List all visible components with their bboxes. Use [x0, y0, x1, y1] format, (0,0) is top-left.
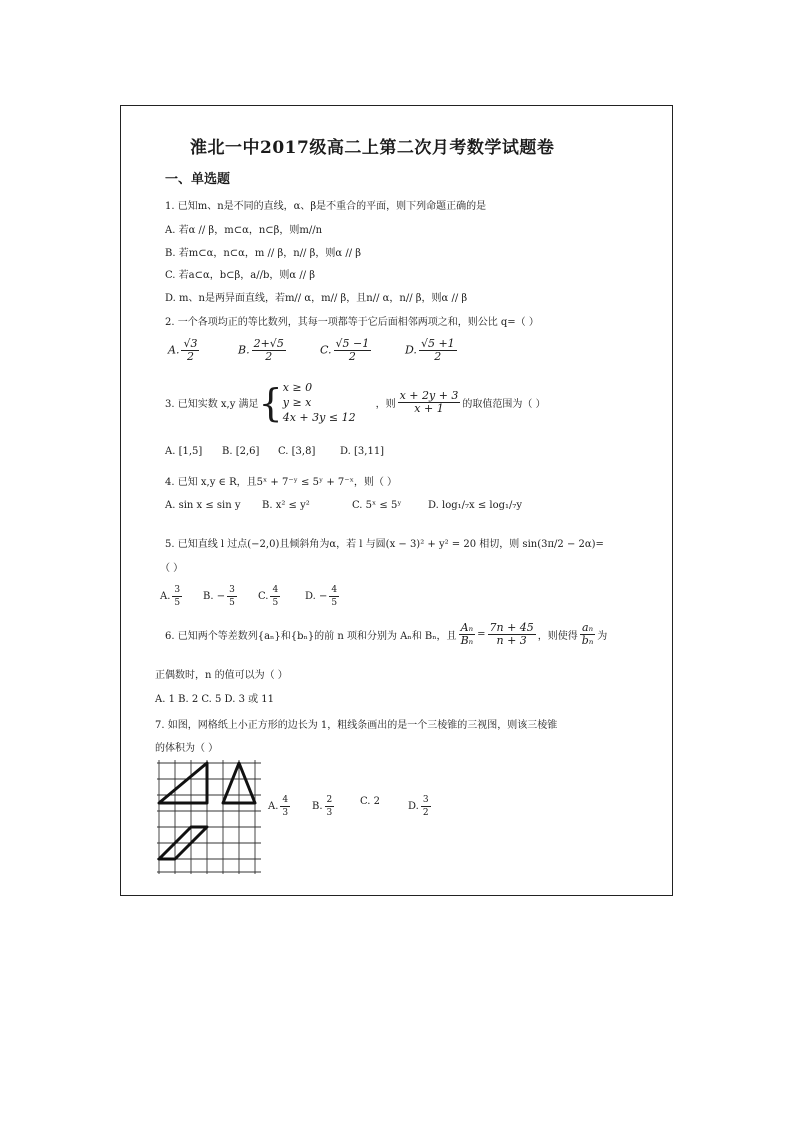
question-7-option-d [408, 794, 433, 819]
question-2-option-a [168, 338, 201, 363]
question-5-option-b [203, 584, 239, 609]
question-5-option-a [160, 584, 184, 609]
numerator: aₙ [582, 621, 594, 634]
question-3-prefix: 3. 已知实数 x,y 满足 [165, 399, 259, 410]
denominator: 2 [265, 350, 273, 363]
numerator: 4 [272, 585, 279, 595]
fraction [227, 584, 237, 609]
denominator: 3 [326, 808, 333, 818]
numerator: √5 +1 [420, 337, 455, 350]
equals-sign: = [477, 629, 486, 640]
fraction [252, 338, 286, 363]
question-4-option-c: C. 5ˣ ≤ 5ʸ [352, 500, 402, 511]
denominator: 5 [174, 598, 181, 608]
question-1-stem: 1. 已知m、n是不同的直线，α、β是不重合的平面，则下列命题正确的是 [165, 201, 487, 212]
denominator: 2 [434, 350, 442, 363]
front-view-triangle [159, 763, 207, 803]
question-4-stem: 4. 已知 x,y ∈ R，且5ˣ + 7⁻ʸ ≤ 5ʸ + 7⁻ˣ，则（ ） [165, 477, 397, 488]
question-4-option-a: A. sin x ≤ sin y [165, 500, 241, 511]
option-label: A. [160, 591, 171, 602]
section-heading: 一、单选题 [165, 172, 231, 187]
numerator: 2 [326, 795, 333, 805]
option-label: C. [258, 591, 269, 602]
option-label: D. [408, 801, 419, 812]
three-view-grid-figure [155, 760, 265, 875]
denominator: 5 [272, 598, 279, 608]
numerator: 4 [282, 795, 289, 805]
constraint-system [283, 380, 356, 425]
question-3-mid: ，则 [375, 399, 396, 410]
question-3-stem [165, 380, 546, 425]
constraint-3: 4x + 3y ≤ 12 [282, 411, 356, 424]
option-label: B. − [203, 591, 226, 602]
denominator: 5 [331, 598, 338, 608]
fraction-ratio [488, 622, 536, 647]
fraction [280, 794, 290, 819]
denominator: x + 1 [414, 402, 444, 415]
brace-symbol: { [258, 380, 283, 425]
fraction [334, 338, 372, 363]
numerator: √3 [183, 337, 198, 350]
question-5-option-c [258, 584, 282, 609]
numerator: 3 [174, 585, 181, 595]
question-6-part-2: ，则使得 [537, 631, 578, 642]
fraction [172, 584, 182, 609]
numerator: 3 [229, 585, 235, 595]
fraction [421, 794, 431, 819]
question-1-option-d: D. m、n是两异面直线，若m// α，m// β，且n// α，n// β，则α // β [165, 293, 468, 304]
question-2-option-c [320, 338, 373, 363]
numerator: 2+√5 [253, 337, 284, 350]
fraction [419, 338, 457, 363]
option-label: D. [405, 343, 417, 357]
question-7-line-1: 7. 如图，网格纸上小正方形的边长为 1，粗线条画出的是一个三棱锥的三视图，则该三棱锥 [155, 720, 558, 731]
option-label: B. [312, 801, 323, 812]
numerator: 3 [422, 795, 429, 805]
numerator: Aₙ [460, 621, 474, 634]
question-1-option-a: A. 若α // β，m⊂α，n⊂β，则m//n [165, 225, 323, 236]
denominator: 5 [229, 598, 235, 608]
option-label: C. [320, 343, 332, 357]
fraction [181, 338, 199, 363]
exam-title: 淮北一中2017级高二上第二次月考数学试题卷 [190, 138, 555, 158]
question-1-option-c: C. 若a⊂α，b⊂β，a//b，则α // β [165, 270, 316, 281]
numerator: 4 [331, 585, 338, 595]
denominator: Bₙ [460, 634, 474, 647]
denominator: 2 [422, 808, 429, 818]
question-5-answer-paren: （ ） [160, 563, 184, 574]
question-7-option-a [268, 794, 292, 819]
question-7-line-2: 的体积为（ ） [155, 743, 219, 754]
question-4-option-b: B. x² ≤ y² [262, 500, 310, 511]
question-2-option-b [238, 338, 288, 363]
option-label: D. − [305, 591, 328, 602]
fraction [270, 584, 280, 609]
question-5-stem: 5. 已知直线 l 过点(−2,0)且倾斜角为α，若 l 与圆(x − 3)² + y² = 20 相切，则 sin(3π/2 − 2α)= [165, 539, 604, 550]
question-1-option-b: B. 若m⊂α，n⊂α，m // β，n// β，则α // β [165, 248, 362, 259]
option-label: B. [238, 343, 250, 357]
target-fraction [398, 390, 461, 415]
denominator: 2 [186, 350, 194, 363]
question-5-option-d [305, 584, 341, 609]
fraction [329, 584, 339, 609]
question-7-option-c: C. 2 [360, 796, 381, 807]
question-3-option-b: B. [2,6] [222, 446, 260, 457]
question-7-option-b [312, 794, 336, 819]
question-4-option-d: D. log₁/₇x ≤ log₁/₇y [428, 500, 523, 511]
numerator: 7n + 45 [489, 621, 534, 634]
numerator: x + 2y + 3 [399, 389, 459, 402]
denominator: bₙ [581, 634, 594, 647]
constraint-1: x ≥ 0 [282, 381, 313, 394]
question-3-option-d: D. [3,11] [340, 446, 385, 457]
question-6-options: A. 1 B. 2 C. 5 D. 3 或 11 [155, 694, 275, 705]
fraction-sums [459, 622, 476, 647]
numerator: √5 −1 [335, 337, 370, 350]
question-6-part-3: 为 [597, 631, 608, 642]
constraint-2: y ≥ x [282, 396, 312, 409]
question-6-line-2: 正偶数时，n 的值可以为（ ） [155, 670, 288, 681]
fraction [325, 794, 335, 819]
question-6-part-1: 6. 已知两个等差数列{aₙ}和{bₙ}的前 n 项和分别为 Aₙ和 Bₙ，且 [165, 631, 457, 642]
question-2-option-d [405, 338, 459, 363]
option-label: A. [168, 343, 180, 357]
denominator: 2 [348, 350, 356, 363]
question-6-stem [165, 622, 607, 647]
denominator: 3 [282, 808, 289, 818]
denominator: n + 3 [496, 634, 527, 647]
question-3-option-c: C. [3,8] [278, 446, 316, 457]
question-3-suffix: 的取值范围为（ ） [462, 399, 546, 410]
option-label: A. [268, 801, 279, 812]
question-2-stem: 2. 一个各项均正的等比数列，其每一项都等于它后面相邻两项之和，则公比 q=（ ） [165, 317, 539, 328]
question-3-option-a: A. [1,5] [165, 446, 203, 457]
fraction-terms [580, 622, 596, 647]
